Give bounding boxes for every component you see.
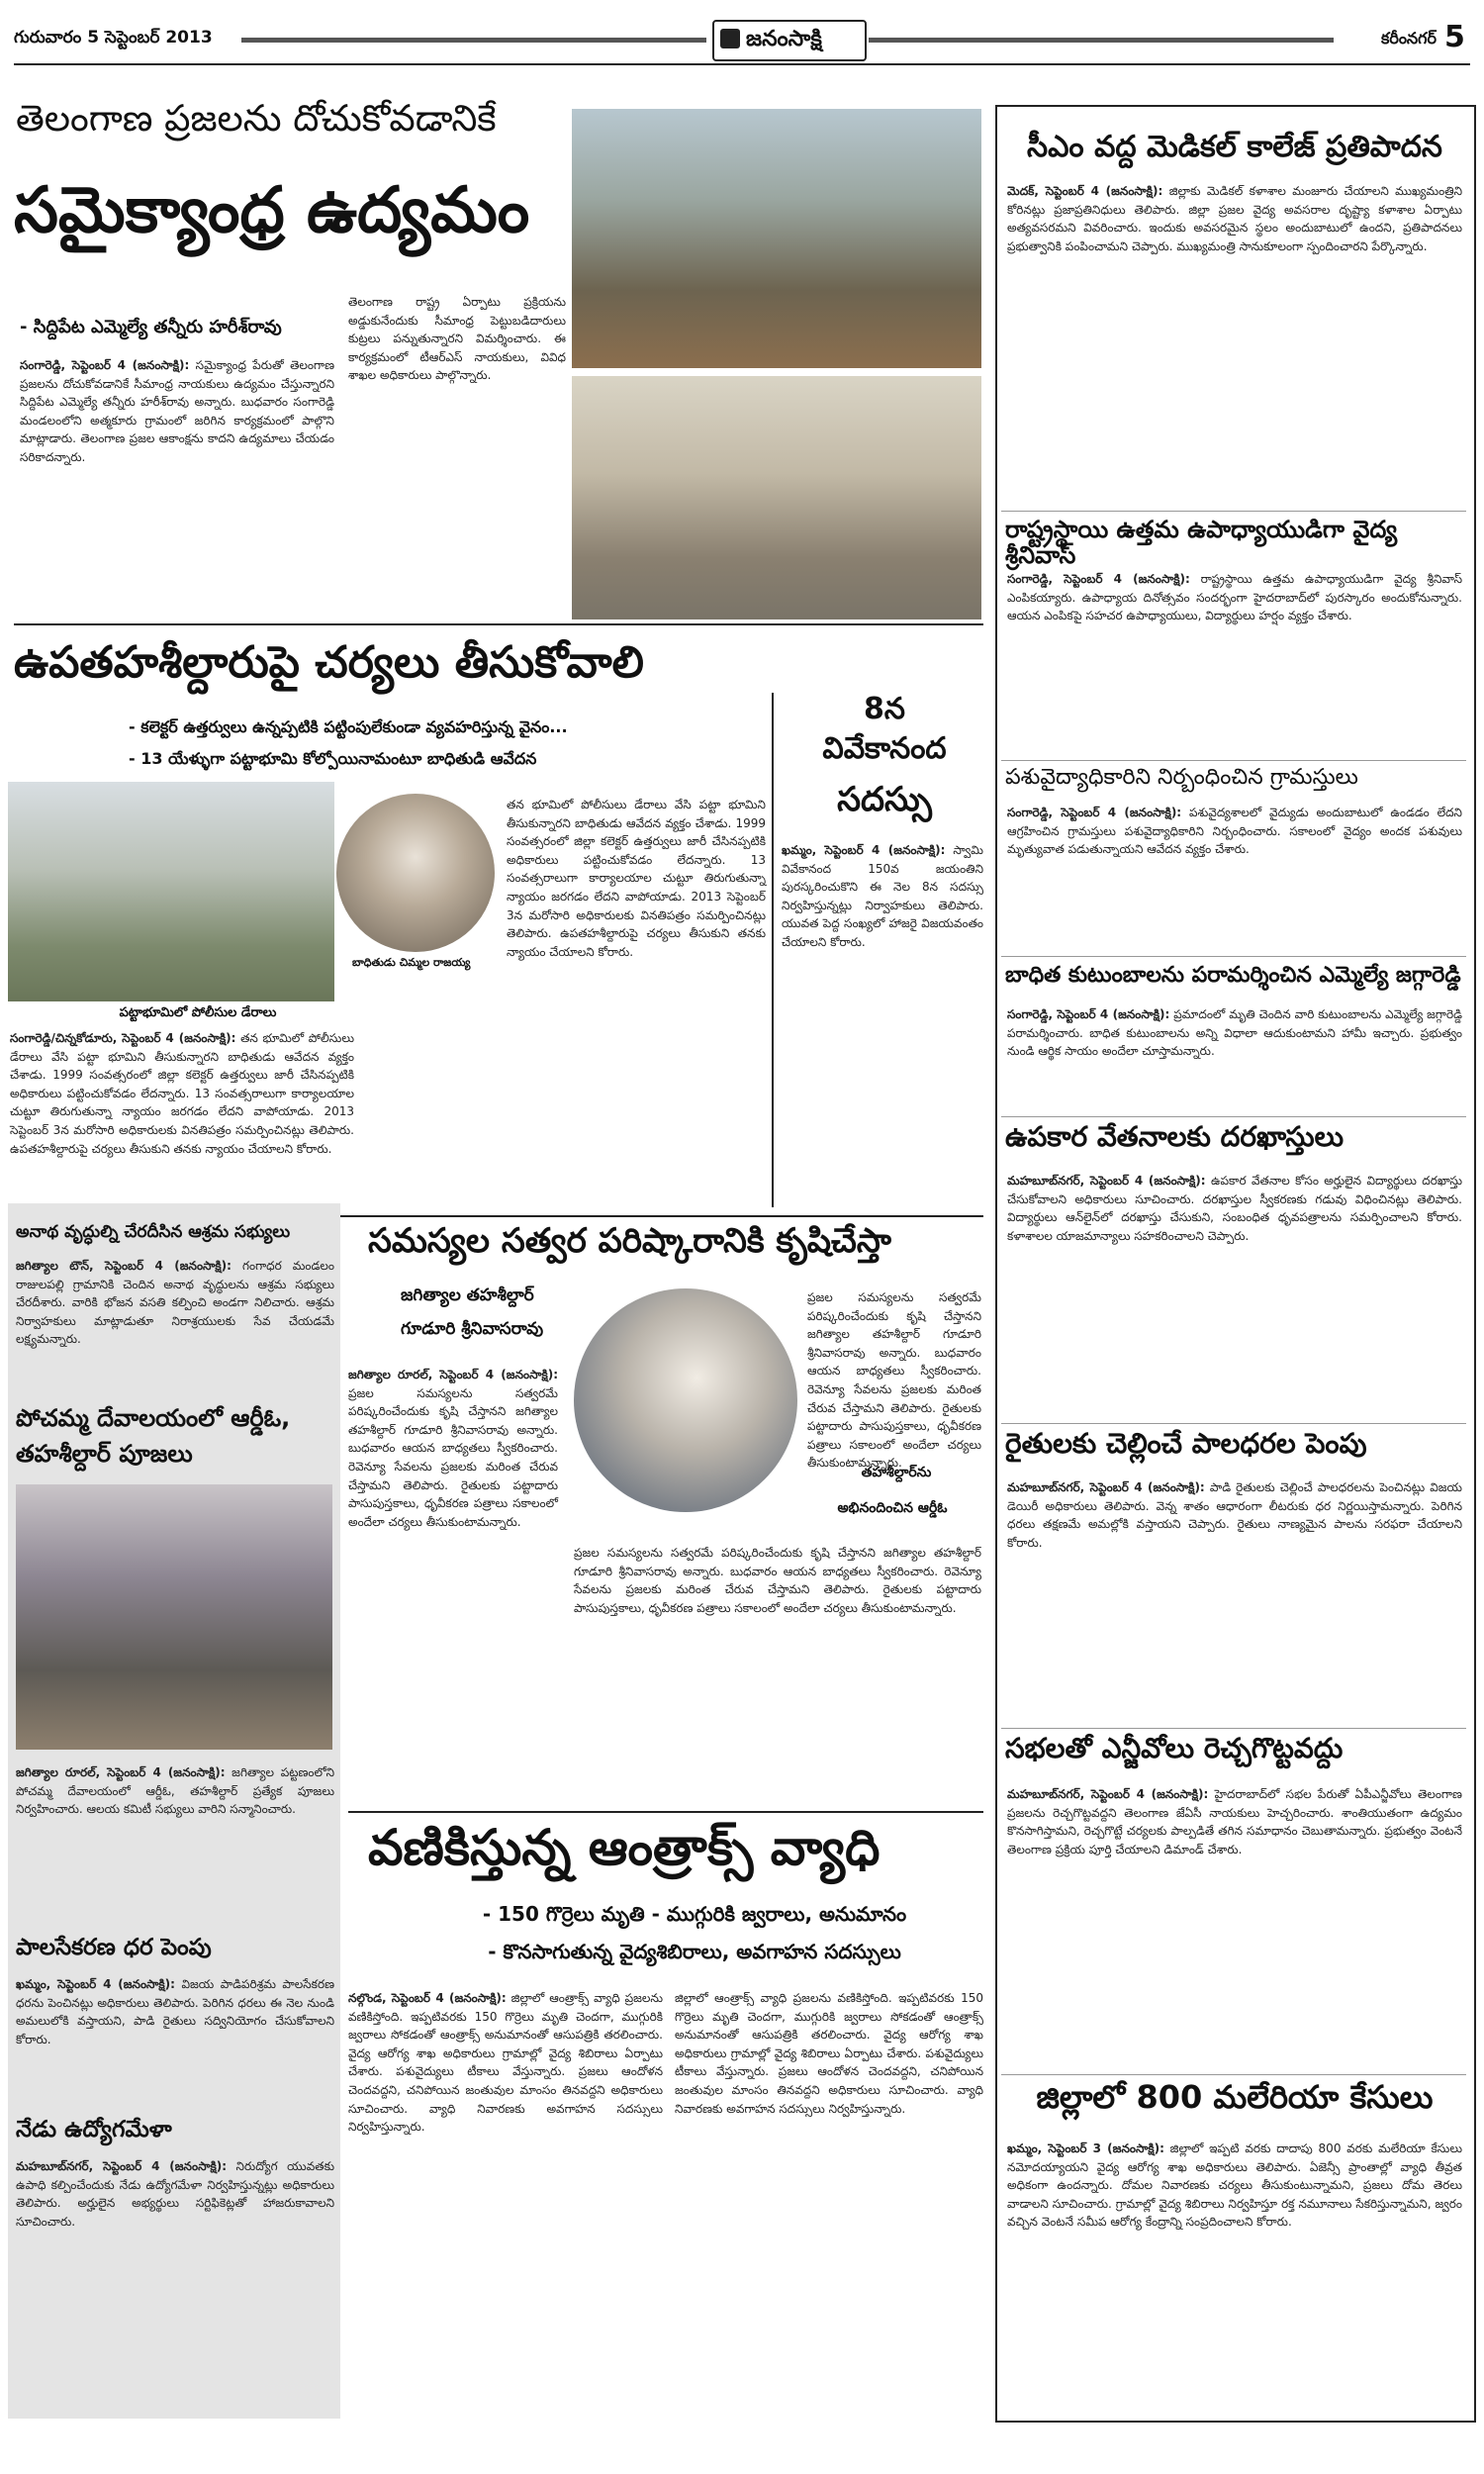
paper-logo (712, 20, 867, 61)
paper-name: జనంసాక్షి (746, 27, 822, 51)
pochamma-dateline: జగిత్యాల రూరల్, సెప్టెంబర్ 4 (జనంసాక్షి): (16, 1765, 226, 1779)
upathah-photo-victim (336, 794, 495, 952)
samasyala-sub-2: గూడూరి శ్రీనివాసరావు (401, 1319, 544, 1339)
upakara-body (1007, 1172, 1462, 1419)
lead-subhead: - సిద్దిపేట ఎమ్మెల్యే తన్నీరు హరీశ్‌రావు (20, 317, 282, 337)
teacher-body (1007, 570, 1462, 758)
anthrax-body-col1 (348, 1989, 663, 2415)
jaggareddy-body-text: ప్రమాదంలో మృతి చెందిన వారి కుటుంబాలను ఎమ్మెల్యే జగ్గారెడ్డి పరామర్శించారు. బాధిత కుటుంబాలను అన్ని విధాలా ఆదుకుంటామని హామీ ఇచ్చారు. ప్రభుత్వం నుండి ఆర్థిక సాయం అందేలా చూస్తామన్నారు. (1007, 1007, 1462, 1059)
samasyala-sub-1: జగిత్యాల తహశీల్దార్ (401, 1285, 534, 1305)
right-divider-7 (1001, 2074, 1466, 2075)
anatha-dateline: జగిత్యాల టౌన్, సెప్టెంబర్ 4 (జనంసాక్షి): (16, 1259, 232, 1273)
samasyala-headline: సమస్యల సత్వర పరిష్కారానికి కృషిచేస్తా (368, 1221, 891, 1261)
anatha-headline: అనాథ వృద్ధుల్ని చేరదీసిన ఆశ్రమ సభ్యులు (16, 1222, 291, 1242)
samasyala-body-col2 (807, 1288, 981, 1471)
samasyala-caption-2: అభినందించిన ఆర్డీఓ (837, 1500, 948, 1516)
jaggareddy-headline: బాధిత కుటుంబాలను పరామర్శించిన ఎమ్మెల్యే జగ్గారెడ్డి (1005, 963, 1461, 988)
lead-photo-meeting (572, 376, 981, 619)
samasyala-dateline: జగిత్యాల రూరల్, సెప్టెంబర్ 4 (జనంసాక్షి): (348, 1368, 558, 1381)
jaggareddy-dateline: సంగారెడ్డి, సెప్టెంబర్ 4 (జనంసాక్షి): (1007, 1007, 1170, 1021)
malaria-body (1007, 2140, 1462, 2407)
lead-bottom-rule (14, 623, 983, 625)
lead-photo-rally (572, 109, 981, 368)
malaria-dateline: ఖమ్మం, సెప్టెంబర్ 3 (జనంసాక్షి): (1007, 2141, 1164, 2155)
vet-body (1007, 804, 1462, 952)
cm-dateline: మెదక్, సెప్టెంబర్ 4 (జనంసాక్షి): (1007, 184, 1163, 198)
anthrax-body-col2 (675, 1989, 983, 2415)
lead-kicker: తెలంగాణ ప్రజలను దోచుకోవడానికే (16, 97, 497, 140)
upathah-body-text: తన భూమిలో పోలీసులు డేరాలు వేసి పట్టా భూమిని తీసుకున్నారని బాధితుడు ఆవేదన వ్యక్తం చేశాడు. 1999 సంవత్సరంలో జిల్లా కలెక్టర్ ఉత్తర్వులు జారీ చేసినప్పటికి అధికారులు పట్టించుకోవడం లేదన్నారు. 13 సంవత్సరాలుగా కార్యాలయాల చుట్టూ తిరుగుతున్నా న్యాయం జరగడం లేదని వాపోయాడు. 2013 సెప్టెంబర్ 3న మరోసారి అధికారులకు వినతిపత్రం సమర్పించినట్లు తెలిపారు. ఉపతహశీల్దారుపై చర్యలు తీసుకుని తనకు న్యాయం చేయాలని కోరారు. (10, 1031, 354, 1156)
paala-dateline: మహబూబ్‌నగర్, సెప్టెంబర్ 4 (జనంసాక్షి): (1007, 1480, 1205, 1494)
right-divider-3 (1001, 956, 1466, 957)
teacher-dateline: సంగారెడ్డి, సెప్టెంబర్ 4 (జనంసాక్షి): (1007, 572, 1190, 586)
upathah-body-text-2: తన భూమిలో పోలీసులు డేరాలు వేసి పట్టా భూమిని తీసుకున్నారని బాధితుడు ఆవేదన వ్యక్తం చేశాడు. 1999 సంవత్సరంలో జిల్లా కలెక్టర్ ఉత్తర్వులు జారీ చేసినప్పటికి అధికారులు పట్టించుకోవడం లేదన్నారు. 13 సంవత్సరాలుగా కార్యాలయాల చుట్టూ తిరుగుతున్నా న్యాయం జరగడం లేదని వాపోయాడు. 2013 సెప్టెంబర్ 3న మరోసారి అధికారులకు వినతిపత్రం సమర్పించినట్లు తెలిపారు. ఉపతహశీల్దారుపై చర్యలు తీసుకుని తనకు న్యాయం చేయాలని కోరారు. (507, 798, 766, 959)
right-divider-4 (1001, 1116, 1466, 1117)
upathah-subhead-1: - కలెక్టర్ ఉత్తర్వులు ఉన్నప్పటికి పట్టింపులేకుండా వ్యవహరిస్తున్న వైనం... (129, 717, 568, 736)
teacher-headline: రాష్ట్రస్థాయి ఉత్తమ ఉపాధ్యాయుడిగా వైద్య శ్రీనివాస్ (1005, 516, 1398, 570)
anthrax-subhead-2: - కొనసాగుతున్న వైద్యశిబిరాలు, అవగాహన సదస్సులు (488, 1940, 901, 1963)
right-divider-6 (1001, 1728, 1466, 1729)
page-number: 5 (1444, 20, 1465, 54)
upathah-caption-tent: పట్టాభూమిలో పోలీసుల డేరాలు (119, 1005, 277, 1020)
masthead-rule-left (241, 38, 706, 43)
anthrax-top-rule (348, 1811, 983, 1813)
right-divider-5 (1001, 1423, 1466, 1424)
upathah-caption-victim: బాధితుడు చిమ్మల రాజయ్య (352, 956, 471, 969)
pochamma-body-text: జగిత్యాల పట్టణంలోని పోచమ్మ దేవాలయంలో ఆర్డీఓ, తహశీల్దార్ ప్రత్యేక పూజలు నిర్వహించారు. ఆలయ కమిటీ సభ్యులు వారిని సన్మానించారు. (16, 1765, 334, 1817)
samasyala-body-col3 (574, 1544, 981, 1803)
lead-body-col1 (20, 356, 334, 614)
right-divider-1 (1001, 511, 1466, 512)
teacher-body-text: రాష్ట్రస్థాయి ఉత్తమ ఉపాధ్యాయుడిగా వైద్య శ్రీనివాస్ ఎంపికయ్యారు. ఉపాధ్యాయ దినోత్సవం సందర్భంగా హైదరాబాద్‌లో పురస్కారం అందుకోనున్నారు. ఆయన ఎంపికపై సహచర ఉపాధ్యాయులు, విద్యార్థులు హర్షం వ్యక్తం చేశారు. (1007, 572, 1462, 623)
upathah-headline: ఉపతహశీల్దారుపై చర్యలు తీసుకోవాలి (14, 637, 644, 688)
lead-body-col2 (348, 293, 566, 612)
vet-headline: పశువైద్యాధికారిని నిర్బంధించిన గ్రామస్తులు (1005, 765, 1358, 790)
logo-icon (720, 29, 740, 48)
ngo-headline: సభలతో ఎన్జీవోలు రెచ్చగొట్టవద్దు (1005, 1732, 1344, 1764)
ngo-body-text: హైదరాబాద్‌లో సభల పేరుతో ఏపీఎన్జీవోలు తెలంగాణ ప్రజలను రెచ్చగొట్టవద్దని తెలంగాణ జేఏసీ నాయకులు హెచ్చరించారు. శాంతియుతంగా ఉద్యమం కొనసాగిస్తామని, రెచ్చగొట్టే చర్యలకు పాల్పడితే తగిన సమాధానం చెబుతామన్నారు. ప్రభుత్వం వెంటనే తెలంగాణ ప్రక్రియ పూర్తి చేయాలని డిమాండ్ చేశారు. (1007, 1787, 1462, 1856)
vet-body-text: పశువైద్యశాలలో వైద్యుడు అందుబాటులో ఉండడం లేదని ఆగ్రహించిన గ్రామస్తులు పశువైద్యాధికారిని నిర్బంధించారు. సకాలంలో వైద్యం అందక పశువులు మృత్యువాత పడుతున్నాయని ఆవేదన వ్యక్తం చేశారు. (1007, 806, 1462, 857)
lead-headline: సమైక్యాంధ్ర ఉద్యమం (14, 174, 530, 247)
upakara-headline: ఉపకార వేతనాలకు దరఖాస్తులు (1005, 1120, 1345, 1153)
paalasekarana-body (16, 1975, 334, 2106)
paala-body-text: పాడి రైతులకు చెల్లించే పాలధరలను పెంచినట్లు విజయ డెయిరీ అధికారులు తెలిపారు. వెన్న శాతం ఆధారంగా లీటరుకు ధర నిర్ణయిస్తామన్నారు. పెరిగిన ధరలు తక్షణమే అమల్లోకి వస్తాయని చెప్పారు. రైతులు నాణ్యమైన పాలను సరఫరా చేయాలని కోరారు. (1007, 1480, 1462, 1550)
malaria-headline: జిల్లాలో 800 మలేరియా కేసులు (1036, 2078, 1434, 2116)
cm-body (1007, 182, 1462, 509)
cm-body-text: జిల్లాకు మెడికల్ కళాశాల మంజూరు చేయాలని ముఖ్యమంత్రిని కోరినట్లు ప్రజాప్రతినిధులు తెలిపారు. జిల్లా ప్రజల వైద్య అవసరాల దృష్ట్యా కళాశాల ఏర్పాటు అత్యవసరమని వివరించారు. ఇందుకు అవసరమైన స్థలం అందుబాటులో ఉందని, ప్రతిపాదనలు ప్రభుత్వానికి పంపించామని చెప్పారు. ముఖ్యమంత్రి సానుకూలంగా స్పందించారని పేర్కొన్నారు. (1007, 184, 1462, 253)
vivekananda-dateline: ఖమ్మం, సెప్టెంబర్ 4 (జనంసాక్షి): (782, 843, 946, 857)
upakara-body-text: ఉపకార వేతనాల కోసం అర్హులైన విద్యార్థులు దరఖాస్తు చేసుకోవాలని అధికారులు సూచించారు. దరఖాస్తుల స్వీకరణకు గడువు విధించినట్లు తెలిపారు. విద్యార్థులు ఆన్‌లైన్‌లో దరఖాస్తు చేసుకుని, సంబంధిత ధృవపత్రాలను సమర్పించాలని కోరారు. కళాశాలల యాజమాన్యాలు సహకరించాలని చెప్పారు. (1007, 1174, 1462, 1243)
upakara-dateline: మహబూబ్‌నగర్, సెప్టెంబర్ 4 (జనంసాక్షి): (1007, 1174, 1206, 1188)
anthrax-body-text: జిల్లాలో ఆంత్రాక్స్ వ్యాధి ప్రజలను వణికిస్తోంది. ఇప్పటివరకు 150 గొర్రెలు మృతి చెందగా, ముగ్గురికి జ్వరాలు సోకడంతో ఆంత్రాక్స్ అనుమానంతో ఆసుపత్రికి తరలించారు. వైద్య ఆరోగ్య శాఖ అధికారులు గ్రామాల్లో వైద్య శిబిరాలు ఏర్పాటు చేశారు. పశువైద్యులు టీకాలు వేస్తున్నారు. ప్రజలు ఆందోళన చెందవద్దని, చనిపోయిన జంతువుల మాంసం తినవద్దని అధికారులు సూచించారు. వ్యాధి నివారణకు అవగాహన సదస్సులు నిర్వహిస్తున్నారు. (348, 1991, 663, 2135)
anatha-body (16, 1257, 334, 1395)
anatha-body-text: గంగాధర మండలం రాజులపల్లి గ్రామానికి చెందిన అనాథ వృద్ధులను ఆశ్రమ సభ్యులు చేరదీశారు. వారికి భోజన వసతి కల్పించి అండగా నిలిచారు. ఆశ్రమ నిర్వాహకులు మాట్లాడుతూ నిరాశ్రయులకు సేవ చేయడమే లక్ష్యమన్నారు. (16, 1259, 334, 1347)
vivekananda-body-text: స్వామి వివేకానంద 150వ జయంతిని పురస్కరించుకొని ఈ నెల 8న సదస్సు నిర్వహిస్తున్నట్లు నిర్వాహకులు తెలిపారు. యువత పెద్ద సంఖ్యలో హాజరై విజయవంతం చేయాలని కోరారు. (782, 843, 983, 949)
ngo-dateline: మహబూబ్‌నగర్, సెప్టెంబర్ 4 (జనంసాక్షి): (1007, 1787, 1209, 1801)
samasyala-caption-1: తహశీల్దార్‌ను (861, 1465, 932, 1480)
vivekananda-headline-1: 8న (864, 692, 905, 726)
upathah-dateline: సంగారెడ్డి/చిన్నకోడూరు, సెప్టెంబర్ 4 (జనంసాక్షి): (10, 1031, 236, 1045)
paala-headline: రైతులకు చెల్లించే పాలధరల పెంపు (1005, 1427, 1367, 1460)
upathah-photo-tent (8, 782, 334, 1001)
right-divider-2 (1001, 760, 1466, 761)
vivekananda-headline-2: వివేకానంద (822, 731, 947, 766)
pochamma-body (16, 1763, 334, 1922)
masthead-underline (14, 63, 1470, 65)
masthead-rule-right (869, 38, 1334, 43)
lead-dateline: సంగారెడ్డి, సెప్టెంబర్ 4 (జనంసాక్షి): (20, 358, 190, 372)
samasyala-body-text-3: ప్రజల సమస్యలను సత్వరమే పరిష్కరించేందుకు కృషి చేస్తానని జగిత్యాల తహశీల్దార్ గూడూరి శ్రీనివాసరావు అన్నారు. బుధవారం ఆయన బాధ్యతలు స్వీకరించారు. రెవెన్యూ సేవలను ప్రజలకు మరింత చేరువ చేస్తామని తెలిపారు. రైతులకు పట్టాదారు పాసుపుస్తకాలు, ధృవీకరణ పత్రాలు సకాలంలో అందేలా చర్యలు తీసుకుంటామన్నారు. (574, 1546, 981, 1615)
cm-headline: సీఎం వద్ద మెడికల్ కాలేజ్ ప్రతిపాదన (1027, 130, 1442, 164)
paalasekarana-headline: పాలసేకరణ ధర పెంపు (16, 1935, 212, 1960)
anthrax-body-text-2: జిల్లాలో ఆంత్రాక్స్ వ్యాధి ప్రజలను వణికిస్తోంది. ఇప్పటివరకు 150 గొర్రెలు మృతి చెందగా, ముగ్గురికి జ్వరాలు సోకడంతో ఆంత్రాక్స్ అనుమానంతో ఆసుపత్రికి తరలించారు. వైద్య ఆరోగ్య శాఖ అధికారులు గ్రామాల్లో వైద్య శిబిరాలు ఏర్పాటు చేశారు. పశువైద్యులు టీకాలు వేస్తున్నారు. ప్రజలు ఆందోళన చెందవద్దని, చనిపోయిన జంతువుల మాంసం తినవద్దని అధికారులు సూచించారు. వ్యాధి నివారణకు అవగాహన సదస్సులు నిర్వహిస్తున్నారు. (675, 1991, 983, 2116)
vivekananda-headline-3: సదస్సు (837, 780, 932, 819)
udyogamela-body-text: నిరుద్యోగ యువతకు ఉపాధి కల్పించేందుకు నేడు ఉద్యోగమేళా నిర్వహిస్తున్నట్లు అధికారులు తెలిపారు. అర్హులైన అభ్యర్థులు సర్టిఫికెట్లతో హాజరుకావాలని సూచించారు. (16, 2159, 334, 2229)
lead-body-text: సమైక్యాంధ్ర పేరుతో తెలంగాణ ప్రజలను దోచుకోవడానికే సీమాంధ్ర నాయకులు ఉద్యమం చేస్తున్నారని సిద్దిపేట ఎమ్మెల్యే తన్నీరు హరీశ్‌రావు అన్నారు. బుధవారం సంగారెడ్డి మండలంలోని అత్మకూరు గ్రామంలో జరిగిన కార్యక్రమంలో పాల్గొని మాట్లాడారు. తెలంగాణ ప్రజల ఆకాంక్షను కాదని ఉద్యమాలు చేయడం సరికాదన్నారు. (20, 358, 334, 464)
paalasekarana-body-text: విజయ పాడిపరిశ్రమ పాలసేకరణ ధరను పెంచినట్లు అధికారులు తెలిపారు. పెరిగిన ధరలు ఈ నెల నుండి అమలులోకి వస్తాయని, పాడి రైతులు సద్వినియోగం చేసుకోవాలని కోరారు. (16, 1977, 334, 2046)
samasyala-body-col1 (348, 1366, 558, 1781)
pochamma-headline-2: తహశీల్దార్ పూజలు (16, 1440, 193, 1468)
masthead-date: గురువారం 5 సెప్టెంబర్ 2013 (14, 28, 213, 48)
udyogamela-headline: నేడు ఉద్యోగమేళా (16, 2117, 172, 2142)
paalasekarana-dateline: ఖమ్మం, సెప్టెంబర్ 4 (జనంసాక్షి): (16, 1977, 175, 1991)
anthrax-headline: వణికిస్తున్న ఆంత్రాక్స్ వ్యాధి (368, 1819, 881, 1876)
upathah-subhead-2: - 13 యేళ్ళుగా పట్టాభూమి కోల్పోయినామంటూ బాధితుడి ఆవేదన (129, 749, 537, 768)
paala-body (1007, 1478, 1462, 1726)
pochamma-photo (16, 1484, 332, 1750)
upathah-body-right (507, 796, 766, 1211)
anthrax-subhead-1: - 150 గొర్రెలు మృతి - ముగ్గురికి జ్వరాలు, అనుమానం (482, 1902, 907, 1926)
anthrax-dateline: నల్గొండ, సెప్టెంబర్ 4 (జనంసాక్షి): (348, 1991, 507, 2005)
pochamma-headline-1: పోచమ్మ దేవాలయంలో ఆర్డీఓ, (16, 1404, 291, 1432)
upathah-body-left (10, 1029, 354, 1209)
vivekananda-body (782, 841, 983, 1209)
udyogamela-body (16, 2157, 334, 2405)
samasyala-body-text-2: ప్రజల సమస్యలను సత్వరమే పరిష్కరించేందుకు కృషి చేస్తానని జగిత్యాల తహశీల్దార్ గూడూరి శ్రీనివాసరావు అన్నారు. బుధవారం ఆయన బాధ్యతలు స్వీకరించారు. రెవెన్యూ సేవలను ప్రజలకు మరింత చేరువ చేస్తామని తెలిపారు. రైతులకు పట్టాదారు పాసుపుస్తకాలు, ధృవీకరణ పత్రాలు సకాలంలో అందేలా చర్యలు తీసుకుంటామన్నారు. (807, 1290, 981, 1471)
udyogamela-dateline: మహబూబ్‌నగర్, సెప్టెంబర్ 4 (జనంసాక్షి): (16, 2159, 227, 2173)
masthead-region: కరీంనగర్ (1380, 29, 1437, 48)
masthead (14, 18, 1470, 61)
samasyala-body-text: ప్రజల సమస్యలను సత్వరమే పరిష్కరించేందుకు కృషి చేస్తానని జగిత్యాల తహశీల్దార్ గూడూరి శ్రీనివాసరావు అన్నారు. బుధవారం ఆయన బాధ్యతలు స్వీకరించారు. రెవెన్యూ సేవలను ప్రజలకు మరింత చేరువ చేస్తామని తెలిపారు. రైతులకు పట్టాదారు పాసుపుస్తకాలు, ధృవీకరణ పత్రాలు సకాలంలో అందేలా చర్యలు తీసుకుంటామన్నారు. (348, 1385, 558, 1529)
jaggareddy-body (1007, 1005, 1462, 1114)
ngo-body (1007, 1785, 1462, 2072)
malaria-body-text: జిల్లాలో ఇప్పటి వరకు దాదాపు 800 వరకు మలేరియా కేసులు నమోదయ్యాయని వైద్య ఆరోగ్య శాఖ అధికారులు తెలిపారు. ఏజెన్సీ ప్రాంతాల్లో వ్యాధి తీవ్రత అధికంగా ఉందన్నారు. దోమల నివారణకు చర్యలు తీసుకుంటున్నామని, ప్రజలు దోమ తెరలు వాడాలని సూచించారు. గ్రామాల్లో వైద్య శిబిరాలు నిర్వహిస్తూ రక్త నమూనాలు సేకరిస్తున్నామని, జ్వరం వచ్చిన వెంటనే సమీప ఆరోగ్య కేంద్రాన్ని సంప్రదించాలని కోరారు. (1007, 2141, 1462, 2230)
lead-body-text-2: తెలంగాణ రాష్ట్ర ఏర్పాటు ప్రక్రియను అడ్డుకునేందుకు సీమాంధ్ర పెట్టుబడిదారులు కుట్రలు పన్నుతున్నారని విమర్శించారు. ఈ కార్యక్రమంలో టీఆర్ఎస్ నాయకులు, వివిధ శాఖల అధికారులు పాల్గొన్నారు. (348, 295, 566, 383)
vet-dateline: సంగారెడ్డి, సెప్టెంబర్ 4 (జనంసాక్షి): (1007, 806, 1182, 819)
samasyala-photo-tahsildar (574, 1288, 797, 1512)
upathah-divider (772, 693, 774, 1207)
